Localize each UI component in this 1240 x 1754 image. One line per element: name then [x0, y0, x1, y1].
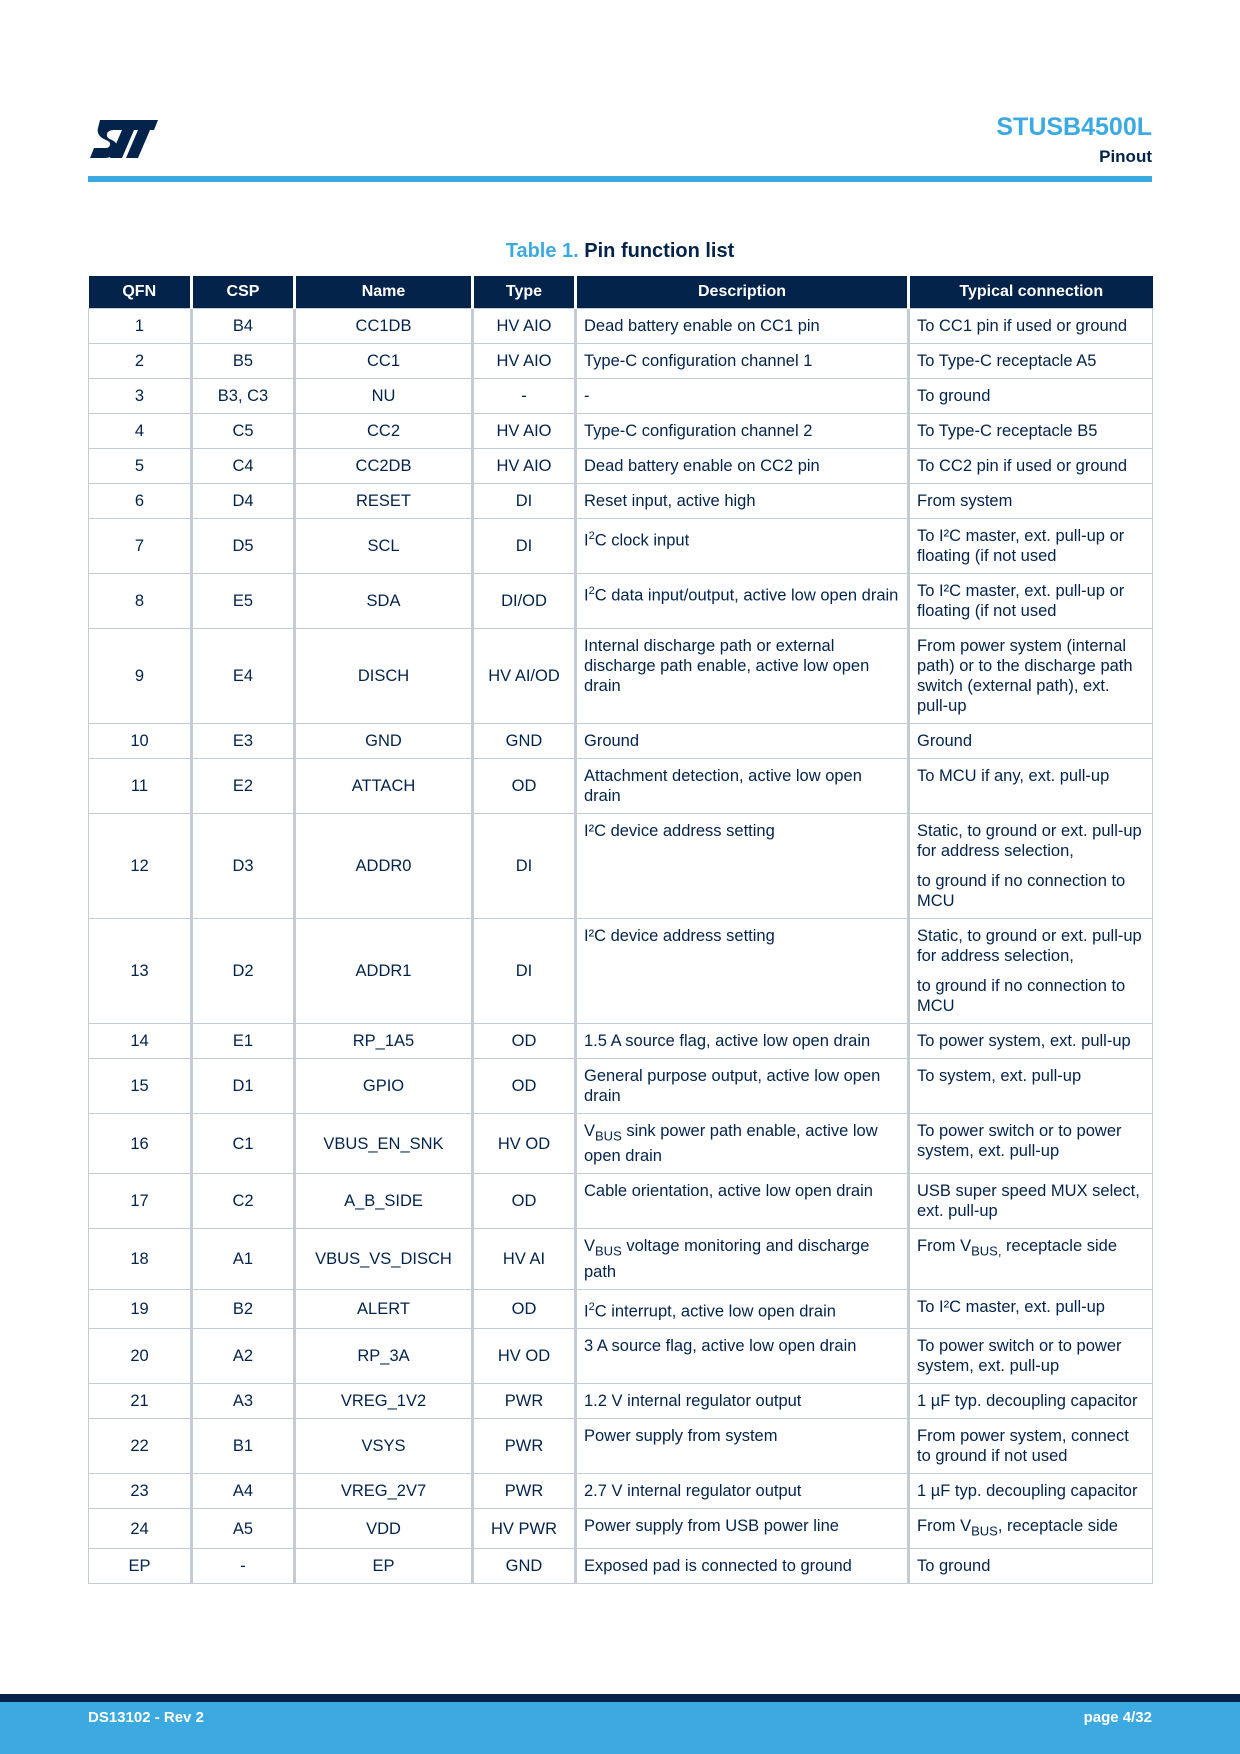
column-header: Description: [576, 276, 909, 309]
connection-text: From power system, connect to ground if not used: [917, 1427, 1129, 1466]
cell-qfn: 7: [89, 519, 192, 574]
cell-csp: A2: [192, 1329, 295, 1384]
column-header: QFN: [89, 276, 192, 309]
cell-typical-connection: [909, 1174, 1153, 1229]
connection-text: 1 µF typ. decoupling capacitor: [917, 1482, 1138, 1501]
cell-name: A_B_SIDE: [295, 1174, 473, 1229]
description-text: C interrupt, active low open drain: [594, 1302, 836, 1321]
cell-description: 1.5 A source flag, active low open drain: [576, 1024, 909, 1059]
description-text: I: [584, 531, 589, 550]
table-row: [89, 309, 1153, 344]
cell-description: Ground: [576, 724, 909, 759]
subscript: BUS: [595, 1243, 622, 1259]
table-row: [89, 759, 1153, 814]
table-row: [89, 1289, 1153, 1329]
table-row: [89, 484, 1153, 519]
cell-qfn: 13: [89, 919, 192, 1024]
cell-type: DI: [473, 919, 576, 1024]
cell-typical-connection: [909, 1509, 1153, 1549]
cell-name: VREG_1V2: [295, 1384, 473, 1419]
cell-csp: C2: [192, 1174, 295, 1229]
connection-text: To power system, ext. pull-up: [917, 1032, 1131, 1050]
description-text: voltage monitoring and discharge path: [584, 1237, 870, 1281]
cell-name: DISCH: [295, 629, 473, 724]
cell-csp: A4: [192, 1474, 295, 1509]
cell-name: ALERT: [295, 1289, 473, 1329]
cell-typical-connection: [909, 1059, 1153, 1114]
cell-description: Type-C configuration channel 2: [576, 414, 909, 449]
cell-name: EP: [295, 1549, 473, 1584]
cell-typical-connection: [909, 629, 1153, 724]
connection-text: receptacle side: [1001, 1237, 1118, 1256]
cell-description: -: [576, 379, 909, 414]
cell-name: RESET: [295, 484, 473, 519]
connection-text: To power switch or to power system, ext. pull-up: [917, 1122, 1122, 1160]
cell-csp: B5: [192, 344, 295, 379]
cell-description: [576, 574, 909, 629]
cell-type: DI: [473, 484, 576, 519]
connection-text: To I²C master, ext. pull-up: [917, 1297, 1105, 1316]
cell-qfn: 23: [89, 1474, 192, 1509]
cell-qfn: 18: [89, 1229, 192, 1289]
cell-qfn: 17: [89, 1174, 192, 1229]
subscript: BUS: [971, 1523, 998, 1539]
cell-name: CC2: [295, 414, 473, 449]
column-header: CSP: [192, 276, 295, 309]
cell-type: GND: [473, 724, 576, 759]
connection-text: To power switch or to power system, ext. pull-up: [917, 1337, 1122, 1376]
connection-text: to ground if no connection to MCU: [917, 977, 1126, 1015]
table-row: [89, 574, 1153, 629]
column-header: Type: [473, 276, 576, 309]
document-id: DS13102 - Rev 2: [88, 1709, 204, 1726]
cell-description: I²C device address setting: [576, 919, 909, 1024]
table-number: Table 1.: [505, 240, 579, 262]
cell-type: DI: [473, 814, 576, 919]
cell-type: HV OD: [473, 1114, 576, 1174]
pin-function-table: [88, 276, 1153, 1584]
description-text: V: [584, 1237, 596, 1256]
cell-csp: -: [192, 1549, 295, 1584]
table-row: [89, 919, 1153, 1024]
cell-type: DI: [473, 519, 576, 574]
connection-text: To I²C master, ext. pull-up or floating (if not used: [917, 527, 1125, 565]
cell-typical-connection: [909, 919, 1153, 1024]
connection-text: From V: [917, 1237, 972, 1256]
table-caption: [0, 240, 1240, 263]
description-text: C clock input: [594, 531, 690, 550]
cell-qfn: 10: [89, 724, 192, 759]
connection-text: To system, ext. pull-up: [917, 1067, 1082, 1085]
cell-typical-connection: [909, 1419, 1153, 1474]
table-row: [89, 1059, 1153, 1114]
cell-typical-connection: [909, 1024, 1153, 1059]
table-row: [89, 449, 1153, 484]
connection-text: Static, to ground or ext. pull-up for address selection,: [917, 927, 1142, 965]
cell-name: ATTACH: [295, 759, 473, 814]
cell-csp: B3, C3: [192, 379, 295, 414]
cell-description: [576, 1114, 909, 1174]
connection-text: to ground if no connection to MCU: [917, 872, 1126, 910]
cell-description: Power supply from system: [576, 1419, 909, 1474]
cell-type: HV AIO: [473, 309, 576, 344]
description-text: I: [584, 586, 589, 605]
cell-description: I²C device address setting: [576, 814, 909, 919]
cell-csp: E4: [192, 629, 295, 724]
cell-typical-connection: [909, 519, 1153, 574]
cell-name: ADDR1: [295, 919, 473, 1024]
cell-type: HV AI: [473, 1229, 576, 1289]
cell-qfn: 12: [89, 814, 192, 919]
connection-text: 1 µF typ. decoupling capacitor: [917, 1392, 1138, 1411]
cell-type: OD: [473, 759, 576, 814]
table-row: [89, 379, 1153, 414]
cell-description: 3 A source flag, active low open drain: [576, 1329, 909, 1384]
cell-qfn: 19: [89, 1289, 192, 1329]
cell-name: VSYS: [295, 1419, 473, 1474]
superscript: 2: [588, 1300, 595, 1313]
cell-name: SDA: [295, 574, 473, 629]
cell-qfn: 20: [89, 1329, 192, 1384]
subscript: BUS,: [971, 1243, 1002, 1259]
cell-description: 1.2 V internal regulator output: [576, 1384, 909, 1419]
cell-type: PWR: [473, 1474, 576, 1509]
cell-typical-connection: [909, 759, 1153, 814]
cell-name: ADDR0: [295, 814, 473, 919]
cell-typical-connection: [909, 484, 1153, 519]
cell-description: Dead battery enable on CC2 pin: [576, 449, 909, 484]
cell-qfn: 14: [89, 1024, 192, 1059]
cell-description: Attachment detection, active low open drain: [576, 759, 909, 814]
cell-description: [576, 1229, 909, 1289]
cell-type: -: [473, 379, 576, 414]
cell-description: 2.7 V internal regulator output: [576, 1474, 909, 1509]
cell-qfn: 16: [89, 1114, 192, 1174]
cell-csp: B4: [192, 309, 295, 344]
cell-csp: E2: [192, 759, 295, 814]
description-text: C data input/output, active low open drain: [594, 586, 899, 605]
superscript: 2: [588, 530, 595, 542]
cell-qfn: 9: [89, 629, 192, 724]
cell-csp: D3: [192, 814, 295, 919]
description-text: I: [584, 1302, 589, 1321]
cell-typical-connection: [909, 309, 1153, 344]
table-row: [89, 414, 1153, 449]
connection-text: To MCU if any, ext. pull-up: [917, 767, 1110, 785]
cell-qfn: 3: [89, 379, 192, 414]
description-text: V: [584, 1122, 596, 1140]
cell-typical-connection: [909, 1474, 1153, 1509]
cell-typical-connection: [909, 1329, 1153, 1384]
cell-type: HV AIO: [473, 449, 576, 484]
cell-name: NU: [295, 379, 473, 414]
table-title: Pin function list: [584, 240, 735, 262]
cell-typical-connection: [909, 574, 1153, 629]
cell-type: OD: [473, 1289, 576, 1329]
connection-text: To CC2 pin if used or ground: [917, 457, 1128, 475]
cell-type: HV AIO: [473, 414, 576, 449]
connection-text: To ground: [917, 1557, 991, 1576]
table-header-row: [89, 276, 1153, 309]
cell-typical-connection: [909, 1114, 1153, 1174]
cell-typical-connection: [909, 724, 1153, 759]
cell-qfn: 21: [89, 1384, 192, 1419]
description-text: sink power path enable, active low open drain: [584, 1122, 878, 1166]
connection-text: , receptacle side: [997, 1517, 1118, 1536]
cell-csp: B2: [192, 1289, 295, 1329]
connection-text: Static, to ground or ext. pull-up for address selection,: [917, 822, 1142, 860]
table-row: [89, 1329, 1153, 1384]
cell-typical-connection: [909, 814, 1153, 919]
connection-text: From V: [917, 1517, 972, 1536]
cell-qfn: 2: [89, 344, 192, 379]
cell-typical-connection: [909, 449, 1153, 484]
cell-qfn: EP: [89, 1549, 192, 1584]
cell-type: OD: [473, 1059, 576, 1114]
table-row: [89, 1474, 1153, 1509]
cell-csp: D1: [192, 1059, 295, 1114]
table-row: [89, 629, 1153, 724]
cell-type: PWR: [473, 1384, 576, 1419]
cell-description: Cable orientation, active low open drain: [576, 1174, 909, 1229]
document-title: STUSB4500L: [996, 113, 1152, 141]
cell-description: General purpose output, active low open drain: [576, 1059, 909, 1114]
connection-text: From power system (internal path) or to the discharge path switch (external path), ext. pull-up: [917, 637, 1133, 715]
cell-csp: D4: [192, 484, 295, 519]
cell-type: OD: [473, 1174, 576, 1229]
table-row: [89, 1384, 1153, 1419]
cell-name: VREG_2V7: [295, 1474, 473, 1509]
column-header: Typical connection: [909, 276, 1153, 309]
cell-description: Type-C configuration channel 1: [576, 344, 909, 379]
cell-typical-connection: [909, 1384, 1153, 1419]
connection-text: To CC1 pin if used or ground: [917, 317, 1128, 335]
cell-description: Exposed pad is connected to ground: [576, 1549, 909, 1584]
superscript: 2: [588, 585, 595, 597]
cell-type: GND: [473, 1549, 576, 1584]
table-row: [89, 1114, 1153, 1174]
cell-csp: E3: [192, 724, 295, 759]
cell-type: HV PWR: [473, 1509, 576, 1549]
cell-csp: C5: [192, 414, 295, 449]
connection-text: To I²C master, ext. pull-up or floating (if not used: [917, 582, 1125, 620]
header-rule: [88, 176, 1152, 182]
cell-typical-connection: [909, 1229, 1153, 1289]
cell-name: CC1DB: [295, 309, 473, 344]
st-logo: [88, 118, 160, 160]
cell-qfn: 5: [89, 449, 192, 484]
cell-type: HV AI/OD: [473, 629, 576, 724]
cell-csp: A3: [192, 1384, 295, 1419]
cell-description: Reset input, active high: [576, 484, 909, 519]
cell-csp: E1: [192, 1024, 295, 1059]
connection-text: To ground: [917, 387, 991, 405]
cell-csp: A1: [192, 1229, 295, 1289]
cell-description: [576, 519, 909, 574]
connection-text: Ground: [917, 732, 973, 750]
cell-type: PWR: [473, 1419, 576, 1474]
connection-text: To Type-C receptacle A5: [917, 352, 1097, 370]
cell-typical-connection: [909, 1289, 1153, 1329]
cell-csp: C1: [192, 1114, 295, 1174]
table-row: [89, 1229, 1153, 1289]
table-row: [89, 344, 1153, 379]
cell-csp: E5: [192, 574, 295, 629]
cell-description: Dead battery enable on CC1 pin: [576, 309, 909, 344]
cell-description: Power supply from USB power line: [576, 1509, 909, 1549]
cell-name: GND: [295, 724, 473, 759]
cell-qfn: 6: [89, 484, 192, 519]
cell-typical-connection: [909, 1549, 1153, 1584]
cell-type: OD: [473, 1024, 576, 1059]
connection-text: To Type-C receptacle B5: [917, 422, 1098, 440]
column-header: Name: [295, 276, 473, 309]
table-row: [89, 1024, 1153, 1059]
connection-text: USB super speed MUX select, ext. pull-up: [917, 1182, 1140, 1221]
table-row: [89, 1174, 1153, 1229]
cell-name: CC2DB: [295, 449, 473, 484]
cell-qfn: 8: [89, 574, 192, 629]
section-title: Pinout: [1099, 147, 1152, 166]
cell-typical-connection: [909, 414, 1153, 449]
cell-typical-connection: [909, 379, 1153, 414]
cell-description: [576, 1289, 909, 1329]
cell-csp: B1: [192, 1419, 295, 1474]
cell-qfn: 15: [89, 1059, 192, 1114]
cell-qfn: 24: [89, 1509, 192, 1549]
cell-typical-connection: [909, 344, 1153, 379]
cell-name: RP_3A: [295, 1329, 473, 1384]
cell-csp: C4: [192, 449, 295, 484]
cell-csp: D5: [192, 519, 295, 574]
cell-name: VBUS_VS_DISCH: [295, 1229, 473, 1289]
cell-type: HV OD: [473, 1329, 576, 1384]
cell-name: GPIO: [295, 1059, 473, 1114]
cell-name: SCL: [295, 519, 473, 574]
table-row: [89, 814, 1153, 919]
cell-qfn: 22: [89, 1419, 192, 1474]
table-row: [89, 1419, 1153, 1474]
table-row: [89, 1549, 1153, 1584]
table-row: [89, 724, 1153, 759]
table-row: [89, 1509, 1153, 1549]
cell-qfn: 11: [89, 759, 192, 814]
cell-name: VDD: [295, 1509, 473, 1549]
cell-type: HV AIO: [473, 344, 576, 379]
cell-name: CC1: [295, 344, 473, 379]
table-row: [89, 519, 1153, 574]
cell-qfn: 1: [89, 309, 192, 344]
page-number: page 4/32: [1083, 1709, 1152, 1726]
cell-description: Internal discharge path or external discharge path enable, active low open drain: [576, 629, 909, 724]
connection-text: From system: [917, 492, 1013, 510]
cell-name: VBUS_EN_SNK: [295, 1114, 473, 1174]
cell-name: RP_1A5: [295, 1024, 473, 1059]
cell-type: DI/OD: [473, 574, 576, 629]
cell-csp: A5: [192, 1509, 295, 1549]
cell-qfn: 4: [89, 414, 192, 449]
subscript: BUS: [595, 1128, 622, 1144]
cell-csp: D2: [192, 919, 295, 1024]
